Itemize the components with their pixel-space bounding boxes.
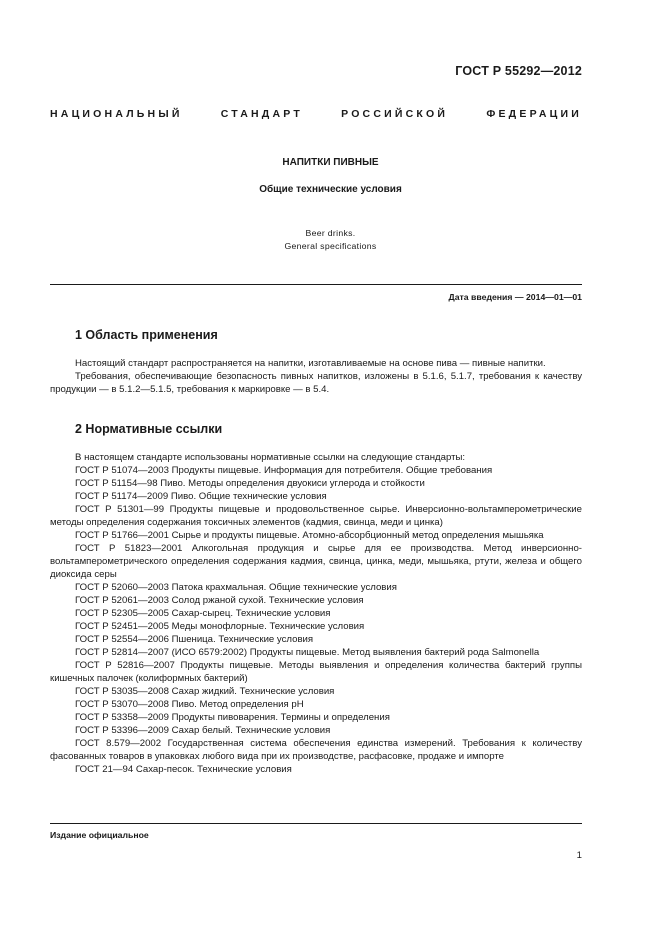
top-rule xyxy=(50,284,582,285)
section-2-references xyxy=(50,451,582,776)
reference-item: ГОСТ Р 52060—2003 Патока крахмальная. Общие технические условия xyxy=(75,582,397,593)
reference-item: ГОСТ 21—94 Сахар-песок. Технические условия xyxy=(75,764,292,775)
section-1-paragraph: Настоящий стандарт распространяется на напитки, изготавливаемые на основе пива — пивные напитки. xyxy=(75,358,546,369)
reference-item: ГОСТ Р 52061—2003 Солод ржаной сухой. Технические условия xyxy=(75,595,364,606)
introduction-date: Дата введения — 2014—01—01 xyxy=(448,292,582,302)
reference-item: ГОСТ Р 53070—2008 Пиво. Метод определения pH xyxy=(75,699,304,710)
bottom-rule xyxy=(50,823,582,824)
reference-item: ГОСТ Р 53358—2009 Продукты пивоварения. Термины и определения xyxy=(75,712,390,723)
document-subtitle: Общие технические условия xyxy=(259,184,402,195)
english-title-line2: General specifications xyxy=(284,241,377,251)
reference-item: ГОСТ Р 51301—99 Продукты пищевые и продовольственное сырье. Инверсионно-вольтамперометрические методы определения содержания токсичных элементов (кадмия, свинца, меди и цинка) xyxy=(50,504,582,528)
reference-item: ГОСТ Р 51074—2003 Продукты пищевые. Информация для потребителя. Общие требования xyxy=(75,465,493,476)
reference-item: ГОСТ Р 51766—2001 Сырье и продукты пищевые. Атомно-абсорбционный метод определения мышьяка xyxy=(75,530,544,541)
reference-item: ГОСТ Р 52816—2007 Продукты пищевые. Методы выявления и определения количества бактерий группы кишечных палочек (колиформных бактерий) xyxy=(50,660,582,684)
references-intro: В настоящем стандарте использованы нормативные ссылки на следующие стандарты: xyxy=(75,452,466,463)
section-1-body xyxy=(50,357,582,396)
gost-code: ГОСТ Р 55292—2012 xyxy=(455,64,582,78)
reference-item: ГОСТ Р 52451—2005 Меды монофлорные. Технические условия xyxy=(75,621,365,632)
national-standard-heading: НАЦИОНАЛЬНЫЙ СТАНДАРТ РОССИЙСКОЙ ФЕДЕРАЦИИ xyxy=(50,108,582,120)
english-title-line1: Beer drinks. xyxy=(305,228,356,238)
reference-item: ГОСТ Р 53396—2009 Сахар белый. Технические условия xyxy=(75,725,331,736)
reference-item: ГОСТ Р 53035—2008 Сахар жидкий. Технические условия xyxy=(75,686,335,697)
section-1-heading: 1 Область применения xyxy=(75,328,218,342)
english-title xyxy=(0,227,661,253)
reference-item: ГОСТ Р 51154—98 Пиво. Методы определения двуокиси углерода и стойкости xyxy=(75,478,425,489)
page-number: 1 xyxy=(576,850,582,861)
section-1-paragraph: Требования, обеспечивающие безопасность пивных напитков, изложены в 5.1.6, 5.1.7, требования к качеству продукции — в 5.1.2—5.1.5, требования к маркировке — в 5.4. xyxy=(50,371,582,395)
reference-item: ГОСТ Р 52305—2005 Сахар-сырец. Технические условия xyxy=(75,608,331,619)
official-edition-label: Издание официальное xyxy=(50,830,149,840)
reference-item: ГОСТ Р 51823—2001 Алкогольная продукция и сырье для ее производства. Метод инверсионно-вольтамперометрического определения содержания кадмия, свинца, цинка, меди, мышьяка, ртути, железа и общего диоксида серы xyxy=(50,543,582,580)
reference-item: ГОСТ 8.579—2002 Государственная система обеспечения единства измерений. Требования к количеству фасованных товаров в упаковках любого вида при их производстве, расфасовке, продаже и импорте xyxy=(50,738,582,762)
document-title: НАПИТКИ ПИВНЫЕ xyxy=(282,157,379,168)
reference-item: ГОСТ Р 51174—2009 Пиво. Общие технические условия xyxy=(75,491,327,502)
reference-item: ГОСТ Р 52554—2006 Пшеница. Технические условия xyxy=(75,634,314,645)
reference-item: ГОСТ Р 52814—2007 (ИСО 6579:2002) Продукты пищевые. Метод выявления бактерий рода Salmonella xyxy=(75,647,540,658)
section-2-heading: 2 Нормативные ссылки xyxy=(75,422,223,436)
